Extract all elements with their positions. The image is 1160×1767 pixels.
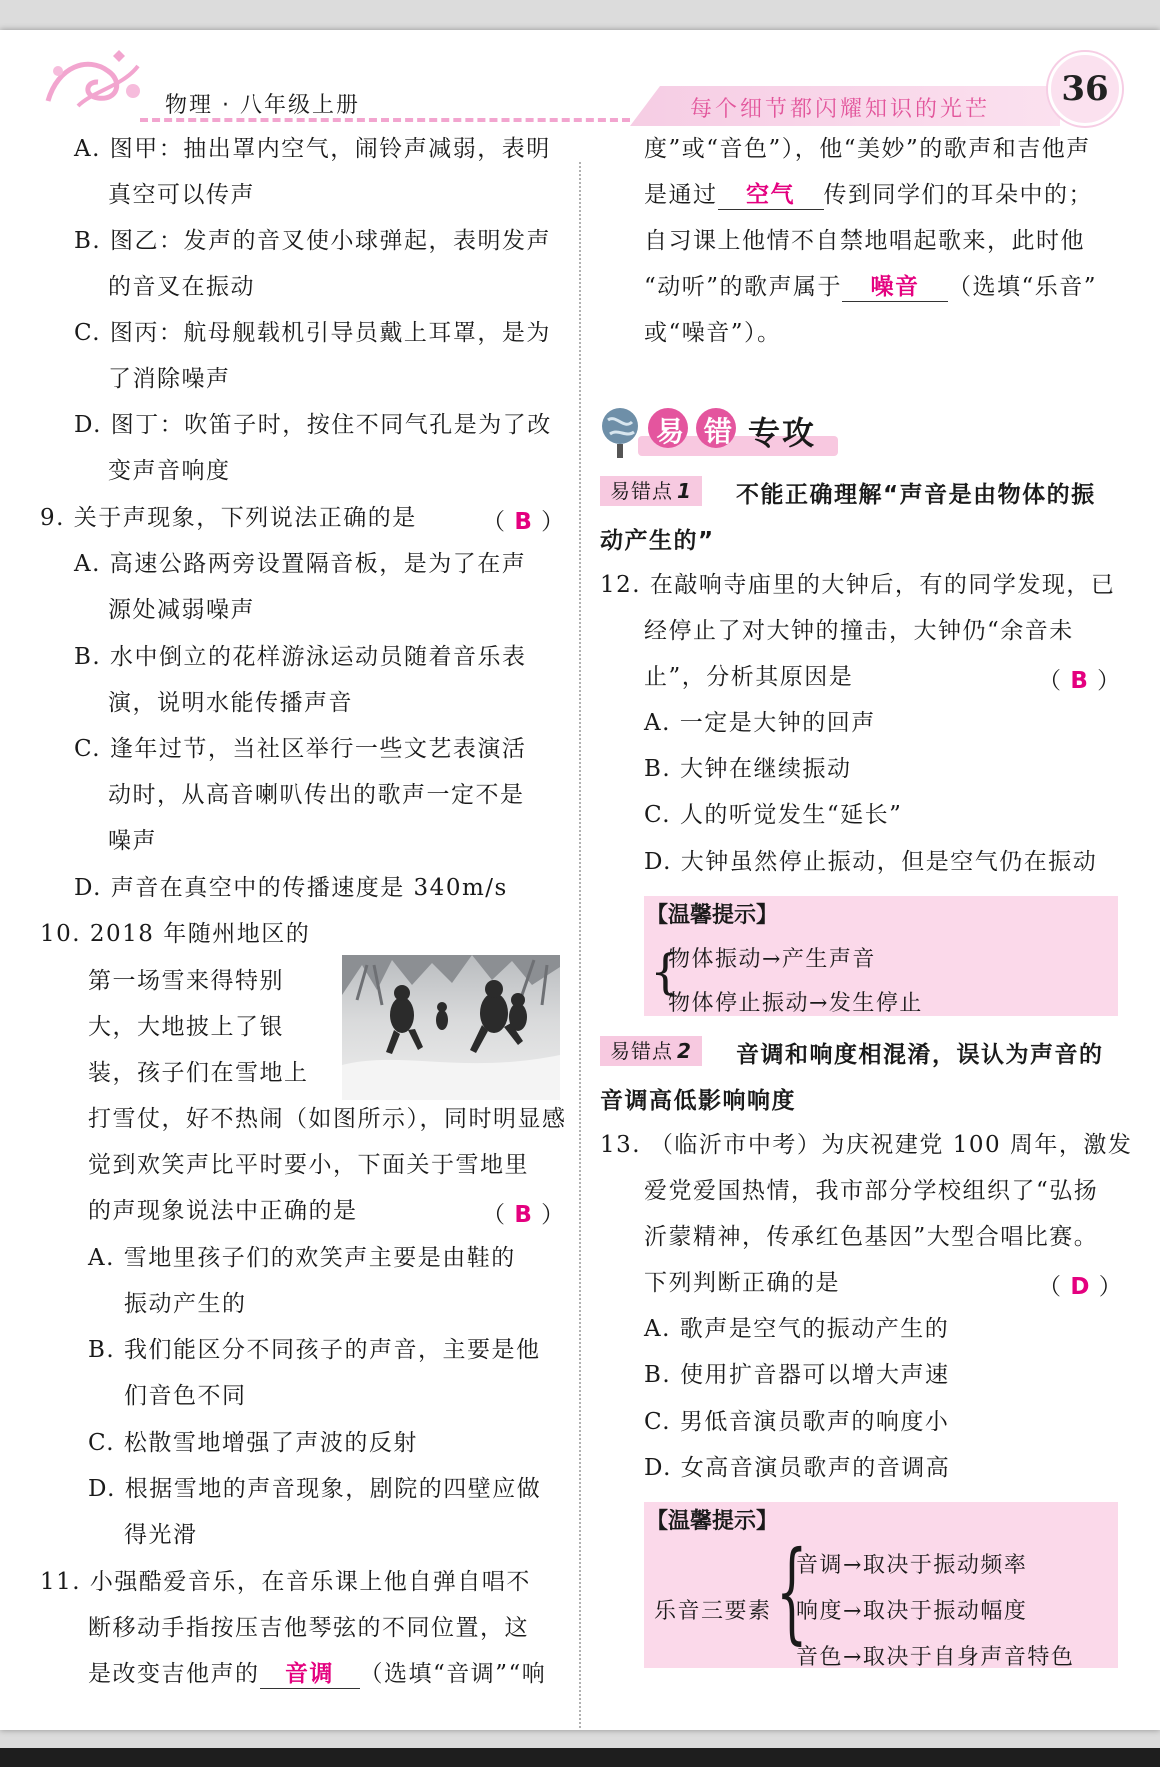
q10-stem-5: 打雪仗，好不热闹（如图所示），同时明显感	[88, 1106, 567, 1132]
q10-option-b-cont: 们音色不同	[124, 1383, 247, 1409]
q13-answer: D	[1070, 1274, 1091, 1300]
page-number: 36	[1048, 52, 1122, 126]
q13-option-a: A. 歌声是空气的振动产生的	[644, 1316, 950, 1342]
bottom-bar	[0, 1748, 1160, 1767]
q10-option-a-cont: 振动产生的	[124, 1291, 247, 1317]
snow-fight-photo	[342, 955, 560, 1100]
q13-option-d: D. 女高音演员歌声的音调高	[644, 1455, 951, 1481]
q9-option-d: D. 声音在真空中的传播速度是 340m/s	[74, 875, 508, 901]
q9-option-b-cont: 演，说明水能传播声音	[108, 690, 353, 716]
tip-2-brace: {	[776, 1527, 808, 1655]
q9-option-a-cont: 源处减弱噪声	[108, 597, 255, 623]
q11-cont-4	[644, 272, 1097, 302]
error-point-2-title-cont: 音调高低影响响度	[600, 1088, 796, 1114]
section-title-char-1: 易	[656, 415, 685, 448]
q9-stem: 9. 关于声现象，下列说法正确的是	[40, 505, 417, 531]
tip-2-label: 乐音三要素	[654, 1599, 772, 1624]
book-subject: 物理 · 八年级上册	[165, 93, 360, 118]
q12-option-a: A. 一定是大钟的回声	[644, 710, 876, 736]
q8-option-b: B. 图乙：发声的音叉使小球弹起，表明发声	[74, 228, 552, 254]
tip-2-line-2: 响度→取决于振动幅度	[796, 1599, 1028, 1624]
q8-option-c-cont: 了消除噪声	[108, 366, 231, 392]
q11-cont-5: 或“噪音”）。	[644, 320, 782, 346]
q8-option-a-cont: 真空可以传声	[108, 182, 255, 208]
tip-1-title: 【温馨提示】	[646, 903, 779, 928]
q10-option-d-cont: 得光滑	[124, 1522, 198, 1548]
tip-2-line-3: 音色→取决于自身声音特色	[796, 1645, 1075, 1670]
q11-blank-2	[718, 181, 824, 210]
q10-option-a: A. 雪地里孩子们的欢笑声主要是由鞋的	[88, 1245, 516, 1271]
header-motto: 每个细节都闪耀知识的光芒	[690, 97, 991, 122]
q8-option-a: A. 图甲：抽出罩内空气，闹铃声减弱，表明	[74, 136, 551, 162]
q10-option-b: B. 我们能区分不同孩子的声音，主要是他	[88, 1337, 541, 1363]
workbook-page	[0, 30, 1160, 1730]
q10-option-c: C. 松散雪地增强了声波的反射	[88, 1430, 418, 1456]
q11-cont-1: 度”或“音色”），他“美妙”的歌声和吉他声	[644, 136, 1091, 162]
q10-answer-bracket: （ B ）	[482, 1202, 566, 1228]
column-divider	[579, 162, 581, 1730]
error-point-2-title: 音调和响度相混淆，误认为声音的	[736, 1042, 1104, 1068]
error-point-1-title-cont: 动产生的”	[600, 528, 715, 554]
error-point-number: 1	[677, 479, 692, 503]
header-dashed-rule	[140, 118, 630, 122]
q12-answer: B	[1070, 668, 1089, 694]
error-point-label: 易错点	[610, 1039, 673, 1063]
q12-option-b: B. 大钟在继续振动	[644, 756, 852, 782]
q12-stem-3: 止”，分析其原因是	[644, 664, 854, 690]
q8-option-c: C. 图丙：航母舰载机引导员戴上耳罩，是为	[74, 320, 551, 346]
q10-stem-4: 装，孩子们在雪地上	[88, 1060, 309, 1086]
q9-option-c-cont2: 噪声	[108, 828, 157, 854]
q8-option-b-cont: 的音叉在振动	[108, 274, 255, 300]
q10-option-d: D. 根据雪地的声音现象，剧院的四壁应做	[88, 1476, 542, 1502]
q11-blank-1	[260, 1660, 360, 1689]
q10-answer: B	[514, 1202, 533, 1228]
q11-cont-2	[644, 180, 1093, 210]
floral-ornament-icon	[38, 46, 148, 116]
q11-blank-3-answer: 噪音	[870, 274, 920, 300]
q11-cont-3: 自习课上他情不自禁地唱起歌来，此时他	[644, 228, 1085, 254]
error-point-badge-1	[600, 476, 702, 506]
tip-2-title: 【温馨提示】	[646, 1509, 779, 1534]
q9-answer-bracket: （ B ）	[482, 509, 566, 535]
q13-stem-4: 下列判断正确的是	[644, 1270, 840, 1296]
q12-answer-bracket: （ B ）	[1038, 668, 1122, 694]
q11-stem-2: 断移动手指按压吉他琴弦的不同位置，这	[88, 1615, 529, 1641]
q13-stem-3: 沂蒙精神，传承红色基因”大型合唱比赛。	[644, 1224, 1099, 1250]
q9-option-b: B. 水中倒立的花样游泳运动员随着音乐表	[74, 644, 527, 670]
q13-option-b: B. 使用扩音器可以增大声速	[644, 1362, 950, 1388]
section-title: 专攻	[748, 414, 817, 452]
q10-stem-2: 第一场雪来得特别	[88, 968, 284, 994]
q13-stem-1: 13. （临沂市中考）为庆祝建党 100 周年，激发	[600, 1132, 1133, 1158]
error-point-1-title: 不能正确理解“声音是由物体的振	[736, 482, 1096, 508]
q13-answer-bracket: （ D ）	[1038, 1274, 1123, 1300]
q12-option-c: C. 人的听觉发生“延长”	[644, 802, 903, 828]
q13-stem-2: 爱党爱国热情，我市部分学校组织了“弘扬	[644, 1178, 1099, 1204]
q10-stem-3: 大，大地披上了银	[88, 1014, 284, 1040]
q11-blank-1-answer: 音调	[285, 1661, 334, 1687]
q10-stem-6: 觉到欢笑声比平时要小，下面关于雪地里	[88, 1152, 529, 1178]
q9-option-c: C. 逢年过节，当社区举行一些文艺表演活	[74, 736, 527, 762]
tip-2-line-1: 音调→取决于振动频率	[796, 1553, 1028, 1578]
section-title-char-2: 错	[704, 415, 733, 448]
q9-option-a: A. 高速公路两旁设置隔音板，是为了在声	[74, 551, 527, 577]
q13-option-c: C. 男低音演员歌声的响度小	[644, 1409, 950, 1435]
error-point-badge-2	[600, 1036, 702, 1066]
q8-option-d: D. 图丁：吹笛子时，按住不同气孔是为了改	[74, 412, 552, 438]
tip-1-line-2: 物体停止振动→发生停止	[668, 991, 923, 1016]
q11-stem-3-post: （选填“音调”“响	[359, 1661, 547, 1687]
tip-1-line-1: 物体振动→产生声音	[668, 947, 876, 972]
q11-stem-1: 11. 小强酷爱音乐，在音乐课上他自弹自唱不	[40, 1569, 531, 1595]
q11-stem-3-pre: 是改变吉他声的	[88, 1661, 260, 1687]
q12-stem-1: 12. 在敲响寺庙里的大钟后，有的同学发现，已	[600, 572, 1116, 598]
q11-stem-3	[88, 1659, 546, 1689]
q12-option-d: D. 大钟虽然停止振动，但是空气仍在振动	[644, 849, 1098, 875]
q10-stem-1: 10. 2018 年随州地区的	[40, 921, 311, 947]
q11-blank-2-answer: 空气	[746, 182, 795, 208]
q9-option-c-cont: 动时，从高音喇叭传出的歌声一定不是	[108, 782, 525, 808]
q11-cont-2-post: 传到同学们的耳朵中的；	[823, 182, 1093, 208]
q11-cont-4-pre: “动听”的歌声属于	[644, 274, 843, 300]
q9-answer: B	[514, 509, 533, 535]
q11-cont-2-pre: 是通过	[644, 182, 718, 208]
error-point-label: 易错点	[610, 479, 673, 503]
q8-option-d-cont: 变声音响度	[108, 458, 231, 484]
q10-stem-7: 的声现象说法中正确的是	[88, 1198, 358, 1224]
q12-stem-2: 经停止了对大钟的撞击，大钟仍“余音未	[644, 618, 1074, 644]
tip-1-brace: {	[650, 944, 681, 1000]
error-point-number: 2	[677, 1039, 692, 1063]
q11-cont-4-post: （选填“乐音”	[948, 274, 1098, 300]
q11-blank-3	[842, 273, 948, 302]
